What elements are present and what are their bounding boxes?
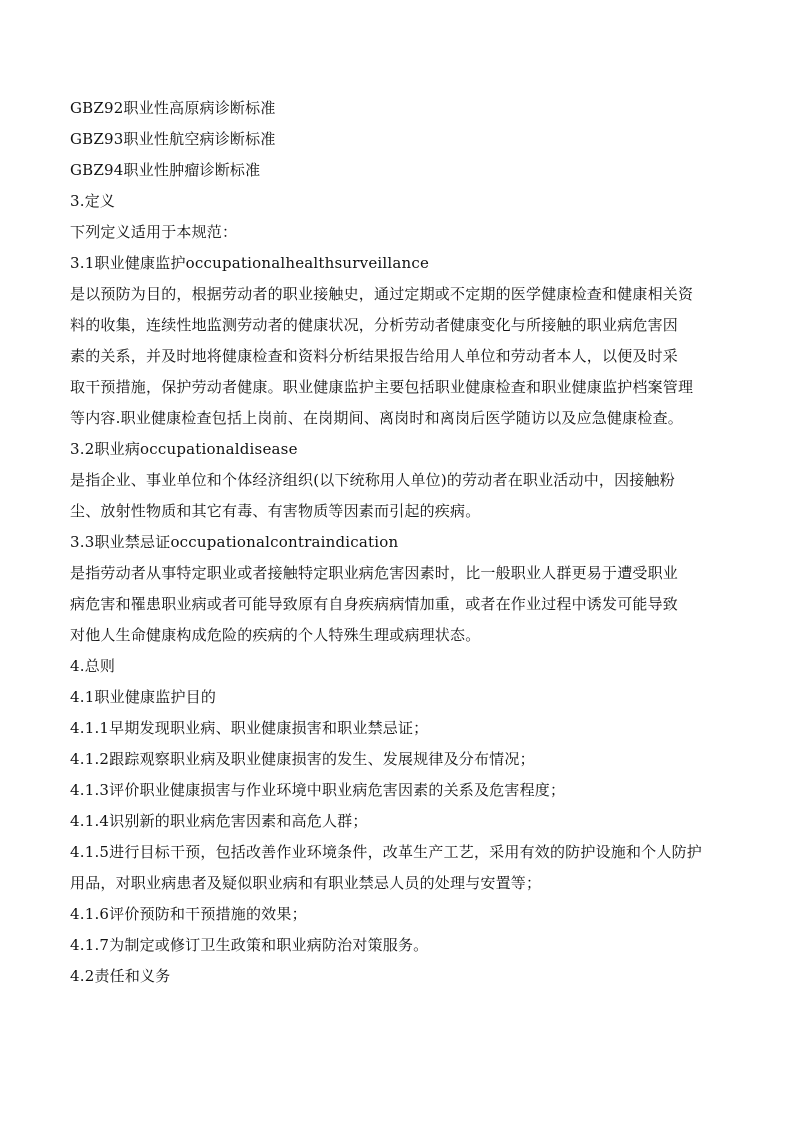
paragraph-line: 尘、放射性物质和其它有毒、有害物质等因素而引起的疾病。	[70, 502, 481, 520]
paragraph-line: 对他人生命健康构成危险的疾病的个人特殊生理或病理状态。	[70, 626, 481, 644]
document-body	[70, 93, 740, 992]
section-heading-definitions: 3.定义	[70, 192, 116, 210]
paragraph-line: 等内容.职业健康检查包括上岗前、在岗期间、离岗时和离岗后医学随访以及应急健康检查。	[70, 409, 683, 427]
paragraph-line: 料的收集，连续性地监测劳动者的健康状况，分析劳动者健康变化与所接触的职业病危害因	[70, 316, 679, 334]
definitions-intro: 下列定义适用于本规范：	[70, 223, 238, 241]
section-heading-general: 4.总则	[70, 657, 116, 675]
list-item: 4.1.5进行目标干预，包括改善作业环境条件，改革生产工艺，采用有效的防护设施和个人防护	[70, 843, 702, 861]
term-heading-surveillance: 3.1职业健康监护occupationalhealthsurveillance	[70, 254, 430, 272]
list-item: 4.1.6评价预防和干预措施的效果；	[70, 905, 307, 923]
list-item: 4.1.3评价职业健康损害与作业环境中职业病危害因素的关系及危害程度；	[70, 781, 566, 799]
term-heading-disease: 3.2职业病occupationaldisease	[70, 440, 298, 458]
paragraph-line: 病危害和罹患职业病或者可能导致原有自身疾病病情加重，或者在作业过程中诱发可能导致	[70, 595, 679, 613]
paragraph-line: 取干预措施，保护劳动者健康。职业健康监护主要包括职业健康检查和职业健康监护档案管理	[70, 378, 694, 396]
list-item: 4.1.1早期发现职业病、职业健康损害和职业禁忌证；	[70, 719, 429, 737]
paragraph-line: 是以预防为目的，根据劳动者的职业接触史，通过定期或不定期的医学健康检查和健康相关资	[70, 285, 694, 303]
list-item: 4.1.7为制定或修订卫生政策和职业病防治对策服务。	[70, 936, 429, 954]
subsection-heading-purpose: 4.1职业健康监护目的	[70, 688, 217, 706]
subsection-heading-responsibility: 4.2责任和义务	[70, 967, 171, 985]
list-item: 4.1.4识别新的职业病危害因素和高危人群；	[70, 812, 368, 830]
list-item-continued: 用品，对职业病患者及疑似职业病和有职业禁忌人员的处理与安置等；	[70, 874, 542, 892]
standard-ref-gbz93: GBZ93职业性航空病诊断标准	[70, 130, 276, 148]
list-item: 4.1.2跟踪观察职业病及职业健康损害的发生、发展规律及分布情况；	[70, 750, 535, 768]
paragraph-line: 是指劳动者从事特定职业或者接触特定职业病危害因素时，比一般职业人群更易于遭受职业	[70, 564, 679, 582]
standard-ref-gbz94: GBZ94职业性肿瘤诊断标准	[70, 161, 261, 179]
term-heading-contraindication: 3.3职业禁忌证occupationalcontraindication	[70, 533, 399, 551]
paragraph-line: 素的关系，并及时地将健康检查和资料分析结果报告给用人单位和劳动者本人，以便及时采	[70, 347, 679, 365]
paragraph-line: 是指企业、事业单位和个体经济组织(以下统称用人单位)的劳动者在职业活动中，因接触粉	[70, 471, 675, 489]
standard-ref-gbz92: GBZ92职业性高原病诊断标准	[70, 99, 276, 117]
